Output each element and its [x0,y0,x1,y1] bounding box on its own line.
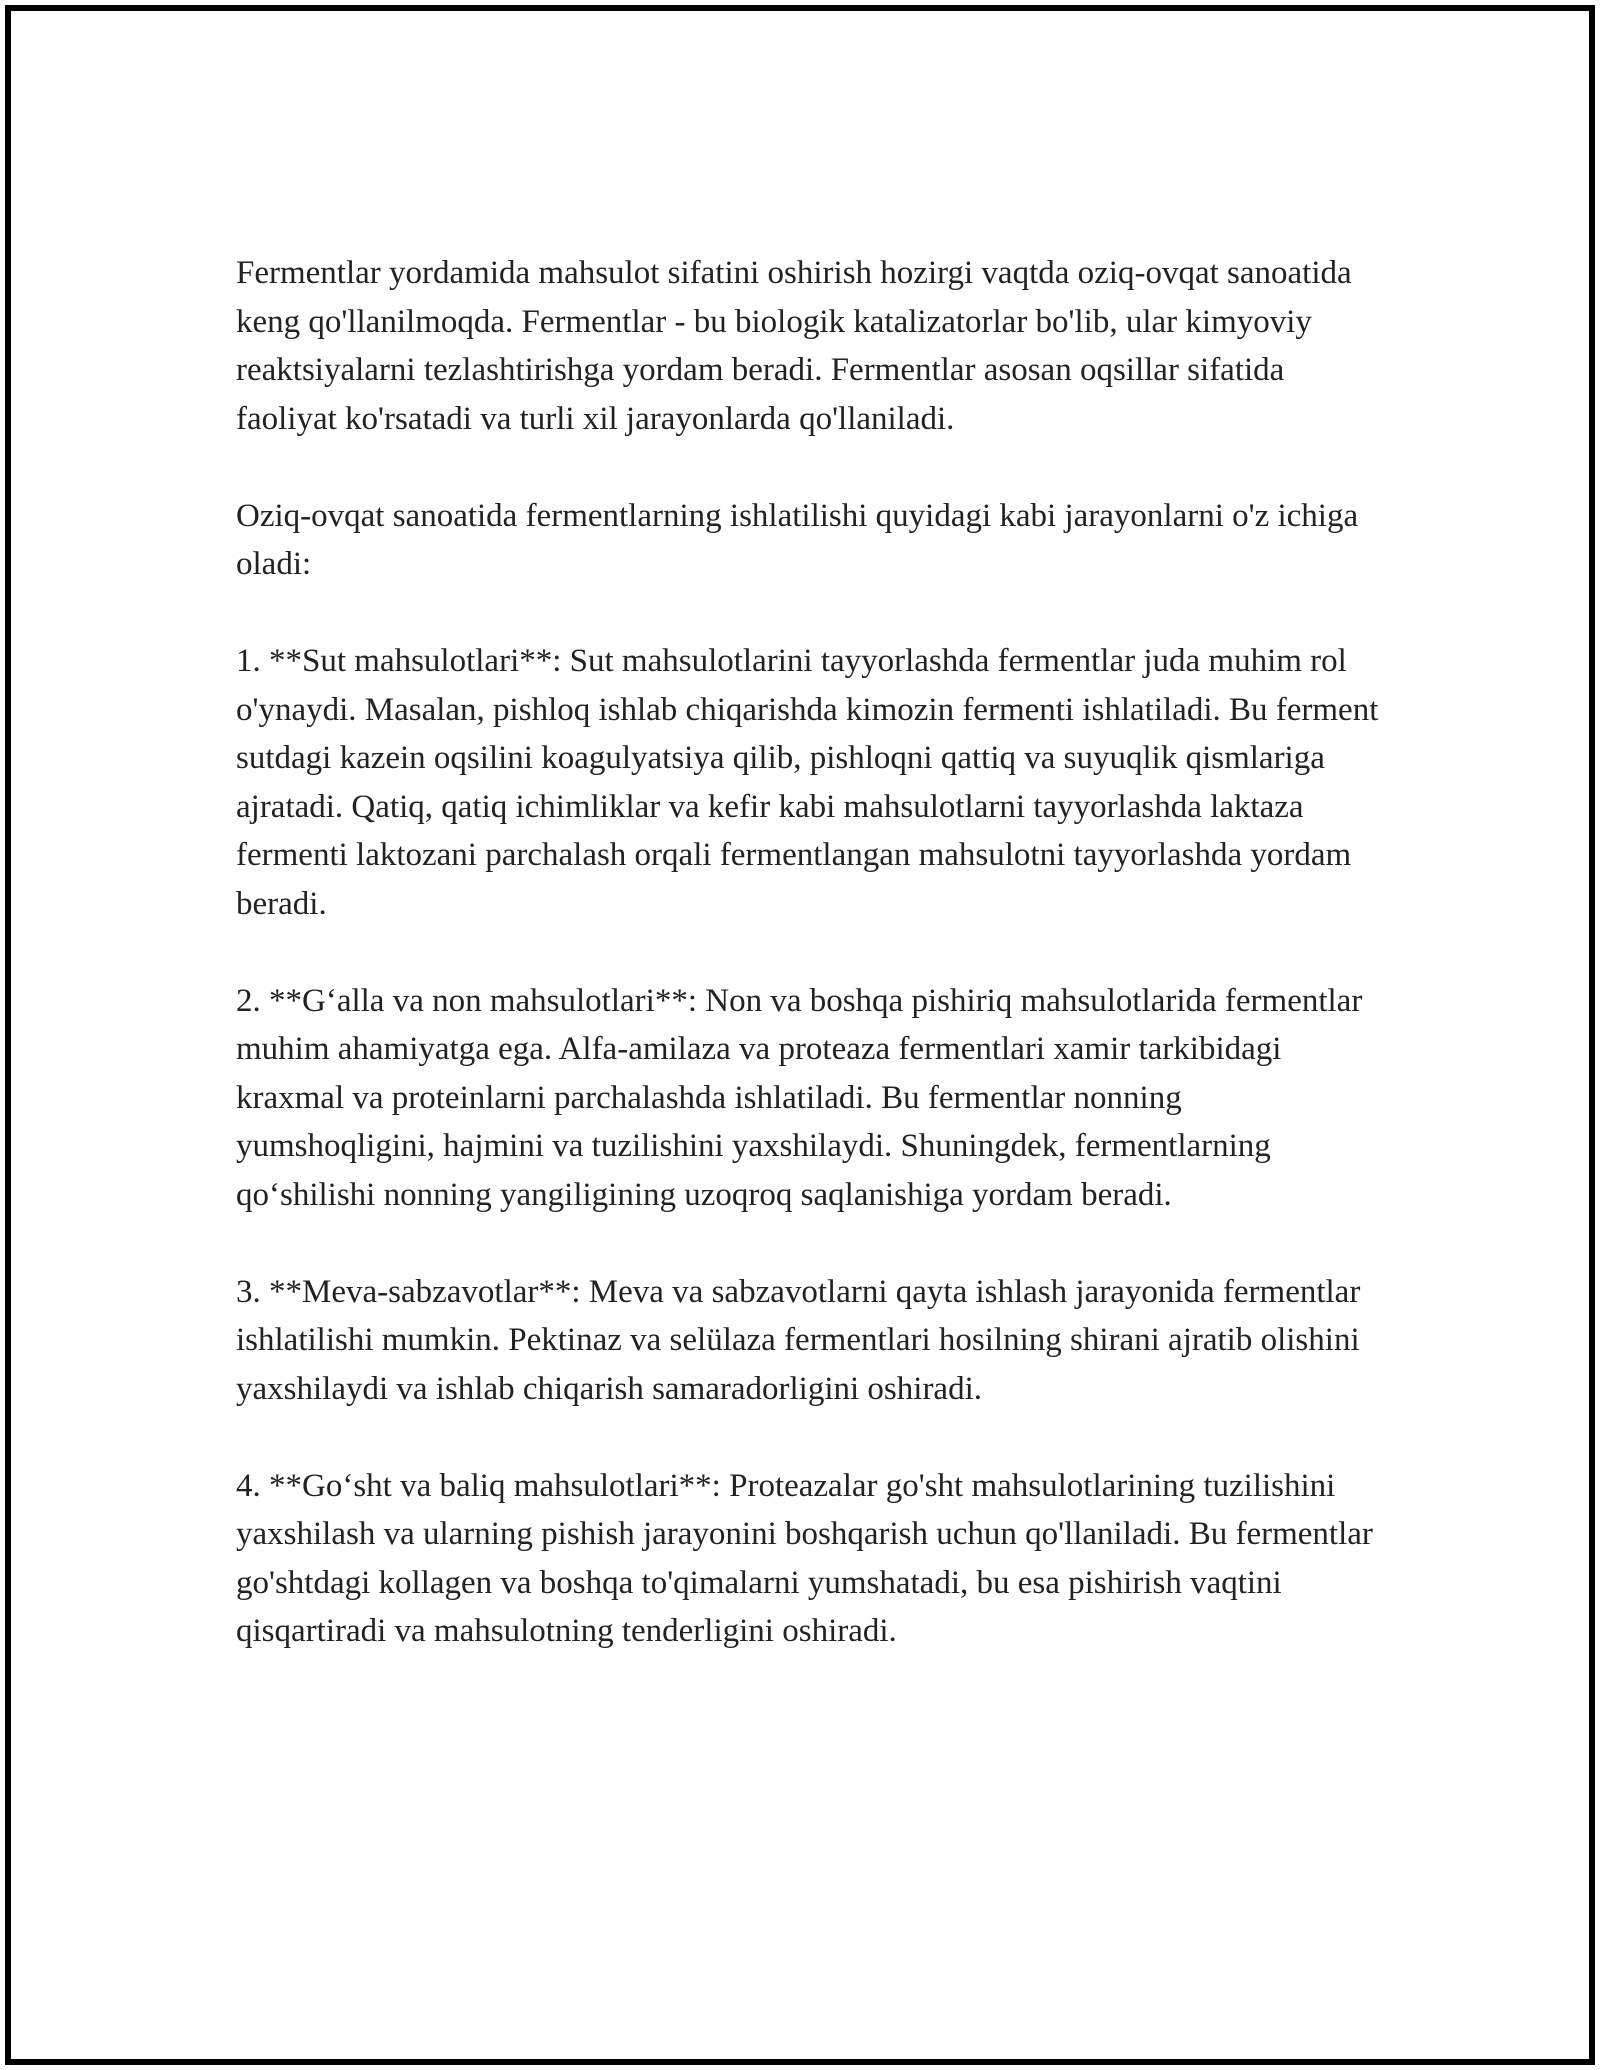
list-item-grain-bread: 2. **G‘alla va non mahsulotlari**: Non va boshqa pishiriq mahsulotlarida fermentlar muhim ahamiyatga ega. Alfa-amilaza va proteaza fermentlari xamir tarkibidagi kraxmal va proteinlarni parchalashda ishlatiladi. Bu fermentlar nonning yumshoqligini, hajmini va tuzilishini yaxshilaydi. Shuningdek, fermentlarning qo‘shilishi nonning yangiligining uzoqroq saqlanishiga yordam beradi. [236,982,1363,1213]
list-item-dairy: 1. **Sut mahsulotlari**: Sut mahsulotlarini tayyorlashda fermentlar juda muhim rol o'ynaydi. Masalan, pishloq ishlab chiqarishda kimozin fermenti ishlatiladi. Bu ferment sutdagi kazein oqsilini koagulyatsiya qilib, pishloqni qattiq va suyuqlik qismlariga ajratadi. Qatiq, qatiq ichimliklar va kefir kabi mahsulotlarni tayyorlashda laktaza fermenti laktozani parchalash orqali fermentlangan mahsulotni tayyorlashda yordam beradi. [236,643,1379,922]
paragraph-intro: Fermentlar yordamida mahsulot sifatini oshirish hozirgi vaqtda oziq-ovqat sanoatida keng qo'llanilmoqda. Fermentlar - bu biologik katalizatorlar bo'lib, ular kimyoviy reaktsiyalarni tezlashtirishga yordam beradi. Fermentlar asosan oqsillar sifatida faoliyat ko'rsatadi va turli xil jarayonlarda qo'llaniladi. [236,255,1352,437]
document-body [236,249,1386,1704]
paragraph-usage-lead: Oziq-ovqat sanoatida fermentlarning ishlatilishi quyidagi kabi jarayonlarni o'z ichiga oladi: [236,497,1359,582]
list-item-fruit-vegetables: 3. **Meva-sabzavotlar**: Meva va sabzavotlarni qayta ishlash jarayonida fermentlar ishlatilishi mumkin. Pektinaz va selülaza fermentlari hosilning shirani ajratib olishini yaxshilaydi va ishlab chiqarish samaradorligini oshiradi. [236,1273,1361,1407]
list-item-meat-fish: 4. **Go‘sht va baliq mahsulotlari**: Proteazalar go'sht mahsulotlarining tuzilishini yaxshilash va ularning pishish jarayonini boshqarish uchun qo'llaniladi. Bu fermentlar go'shtdagi kollagen va boshqa to'qimalarni yumshatadi, bu esa pishirish vaqtini qisqartiradi va mahsulotning tenderligini oshiradi. [236,1467,1373,1649]
